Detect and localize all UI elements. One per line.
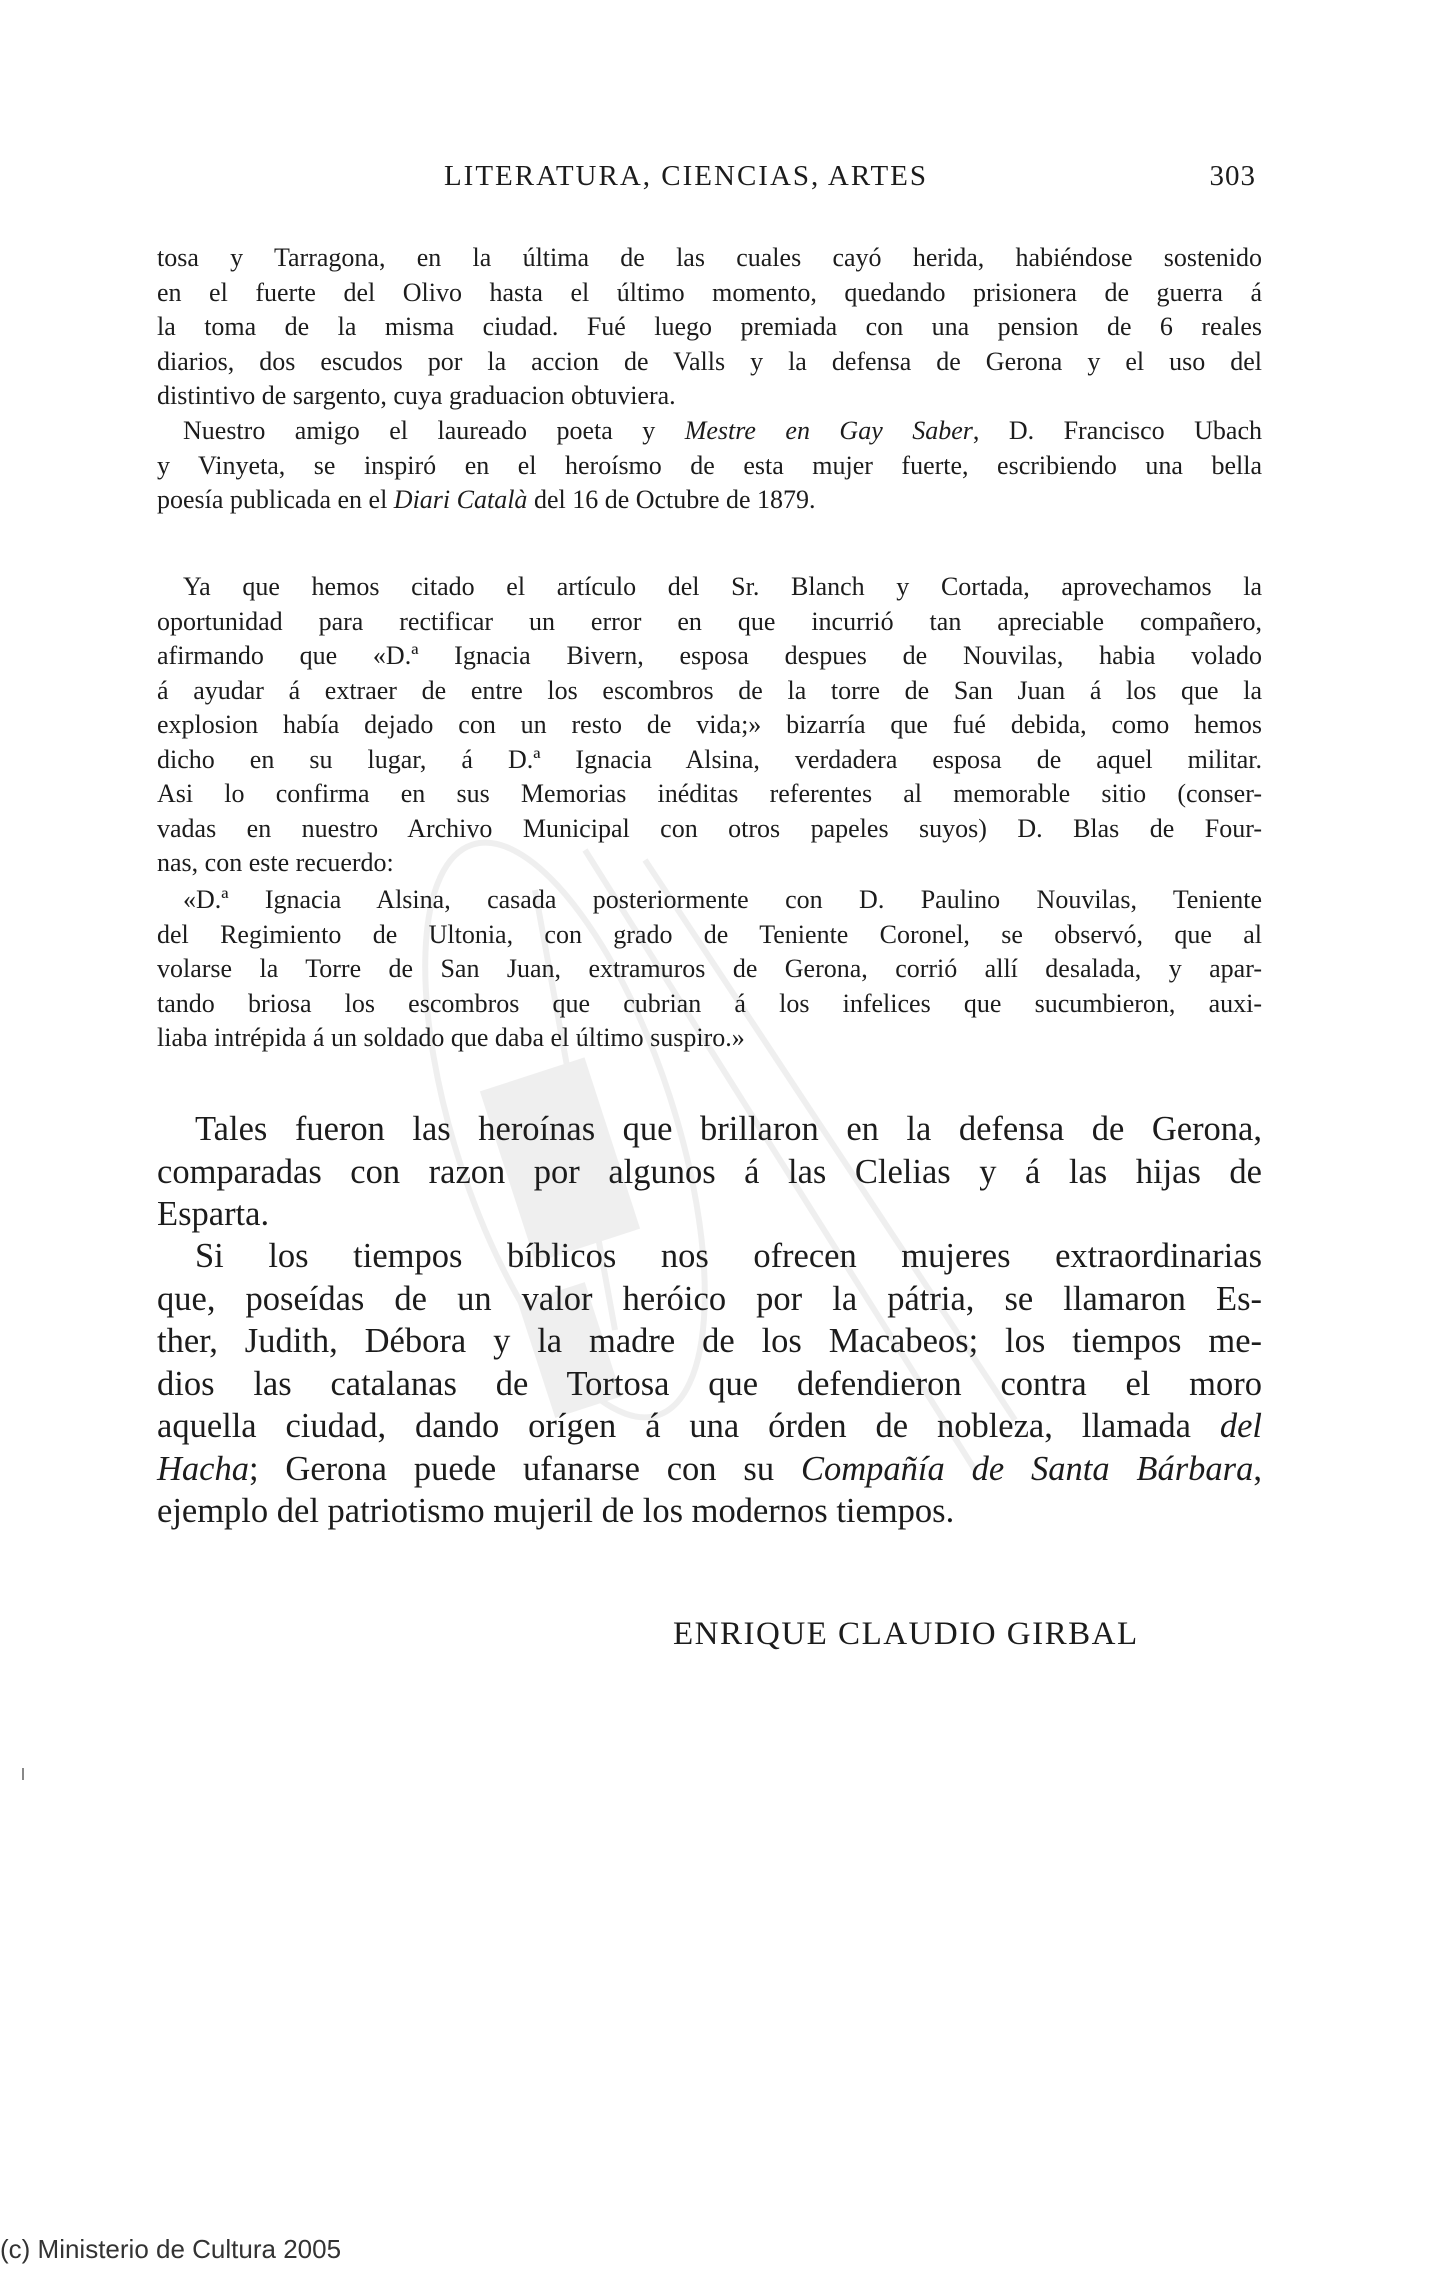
paragraph-heroines [157,1108,1262,1236]
text-line: liaba intrépida á un soldado que daba el último suspiro.» [157,1023,745,1052]
italic-term: Mestre en Gay Saber [684,416,973,445]
text-line: explosion había dejado con un resto de vida;» bizarría que fué debida, como hemos [157,710,1262,739]
text-line: Tales fueron las heroínas que brillaron en la defensa de Gerona, [195,1110,1262,1148]
text-line: ejemplo del patriotismo mujeril de los modernos tiempos. [157,1492,955,1530]
text-line: Esparta. [157,1195,270,1233]
running-title: LITERATURA, CIENCIAS, ARTES [443,160,929,192]
text-line: la toma de la misma ciudad. Fué luego premiada con una pension de 6 reales [157,312,1262,341]
text-line: aquella ciudad, dando orígen á una órden de nobleza, llamada del [157,1407,1262,1445]
text-line: afirmando que «D.ª Ignacia Bivern, esposa despues de Nouvilas, habia volado [157,641,1262,670]
text-line: del Regimiento de Ultonia, con grado de Teniente Coronel, se observó, que al [157,919,1262,949]
text-line: Nuestro amigo el laureado poeta y Mestre en Gay Saber, D. Francisco Ubach [183,416,1263,445]
page-header [0,160,1432,200]
text-line: dios las catalanas de Tortosa que defendieron contra el moro [157,1364,1262,1403]
text-line: Si los tiempos bíblicos nos ofrecen mujeres extraordinarias [195,1237,1262,1275]
scan-speck [22,1768,24,1780]
paragraph-correction [157,570,1262,881]
text-line: volarse la Torre de San Juan, extramuros de Gerona, corrió allí desalada, y apar- [157,954,1262,983]
text-line: oportunidad para rectificar un error en que incurrió tan apreciable compañero, [157,606,1262,636]
text-line: poesía publicada en el Diari Català del 16 de Octubre de 1879. [157,485,816,514]
paragraph-biblical [157,1235,1262,1533]
text-line: «D.ª Ignacia Alsina, casada posteriormente con D. Paulino Nouvilas, Teniente [183,885,1262,914]
text-line: tando briosa los escombros que cubrian á los infelices que sucumbieron, auxi- [157,988,1262,1018]
italic-title: Diari Català [393,485,528,514]
text-line: Hacha; Gerona puede ufanarse con su Compañía de Santa Bárbara, [157,1449,1262,1488]
italic-term: Hacha [157,1449,249,1488]
text-line: y Vinyeta, se inspiró en el heroísmo de esta mujer fuerte, escribiendo una bella [157,450,1262,480]
italic-term: del [1219,1407,1262,1445]
text-line: tosa y Tarragona, en la última de las cuales cayó herida, habiéndose sostenido [157,243,1262,272]
italic-term: Compañía de Santa Bárbara [800,1449,1254,1488]
text-line: dicho en su lugar, á D.ª Ignacia Alsina, verdadera esposa de aquel militar. [157,744,1262,774]
author-signature: ENRIQUE CLAUDIO GIRBAL [673,1616,1139,1652]
text-line: que, poseídas de un valor heróico por la pátria, se llamaron Es- [157,1279,1262,1318]
paragraph-continuation [157,241,1262,414]
page-number: 303 [1209,160,1256,192]
text-line: distintivo de sargento, cuya graduacion obtuviera. [157,381,676,410]
copyright-notice: (c) Ministerio de Cultura 2005 [0,2234,342,2264]
paragraph-ubach [157,414,1262,518]
text-line: comparadas con razon por algunos á las Clelias y á las hijas de [157,1152,1262,1191]
text-line: ther, Judith, Débora y la madre de los Macabeos; los tiempos me- [157,1322,1262,1360]
text-line: vadas en nuestro Archivo Municipal con otros papeles suyos) D. Blas de Four- [157,813,1262,843]
text-line: Ya que hemos citado el artículo del Sr. Blanch y Cortada, aprovechamos la [183,572,1262,601]
text-line: en el fuerte del Olivo hasta el último momento, quedando prisionera de guerra á [157,277,1262,307]
text-line: diarios, dos escudos por la accion de Valls y la defensa de Gerona y el uso del [157,346,1262,376]
text-line: Asi lo confirma en sus Memorias inéditas referentes al memorable sitio (conser- [157,779,1262,808]
text-line: á ayudar á extraer de entre los escombros de la torre de San Juan á los que la [157,675,1262,705]
paragraph-quotation [157,883,1262,1056]
text-line: nas, con este recuerdo: [157,848,394,877]
